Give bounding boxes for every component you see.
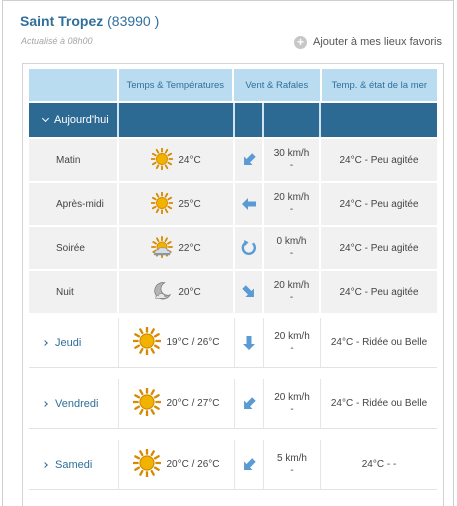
- weather-cell: [119, 379, 235, 428]
- header-mer: Temp. & état de la mer: [322, 69, 437, 101]
- weather-cell: [119, 139, 235, 181]
- wind-gust: -: [289, 292, 294, 303]
- chevron-right-icon: [42, 340, 48, 346]
- arrow-left-icon: [235, 183, 264, 225]
- sea-state: 24°C - Ridée ou Belle: [321, 379, 437, 428]
- arrow-down-icon: [235, 318, 264, 367]
- arrow-down-right-icon: [235, 271, 264, 313]
- wind-speed: 20 km/h: [273, 192, 310, 203]
- sea-state: 24°C - Peu agitée: [321, 271, 437, 313]
- today-label: Aujourd'hui: [54, 114, 109, 126]
- day-name: Jeudi: [55, 336, 82, 349]
- temperature: 24°C: [178, 154, 201, 166]
- city-name: Saint Tropez: [20, 13, 104, 29]
- weather-cell: [119, 183, 235, 225]
- postcode: (83990 ): [107, 13, 160, 29]
- chevron-right-icon: [42, 401, 48, 407]
- sea-state: 24°C - Peu agitée: [321, 183, 437, 225]
- wind-cell: [264, 318, 321, 367]
- wind-speed: 5 km/h: [276, 452, 307, 464]
- header-empty: [29, 69, 119, 101]
- arrow-left-down-icon: [235, 440, 264, 489]
- add-favorite-label: Ajouter à mes lieux favoris: [313, 36, 442, 48]
- temperature-range: 19°C / 26°C: [166, 337, 220, 348]
- today-cell: [119, 103, 235, 137]
- wind-cell: [264, 271, 321, 313]
- header-vent: Vent & Rafales: [234, 69, 322, 101]
- page-title: [20, 13, 159, 29]
- today-cell: [264, 103, 321, 137]
- wind-cell: [264, 183, 321, 225]
- wind-gust: -: [290, 464, 294, 476]
- wind-gust: -: [290, 342, 294, 354]
- header-temps: Temps & Températures: [119, 69, 234, 101]
- day-name: Samedi: [55, 458, 93, 471]
- sea-state: 24°C - -: [321, 440, 437, 489]
- today-header-row[interactable]: [29, 103, 437, 137]
- arrow-left-down-icon: [235, 139, 264, 181]
- wind-speed: 20 km/h: [274, 330, 310, 342]
- weather-cell: [119, 271, 235, 313]
- period-name: Soirée: [29, 227, 119, 269]
- wind-cell: [264, 440, 321, 489]
- period-row: [29, 139, 437, 181]
- sun-icon: [133, 388, 166, 419]
- period-row: [29, 227, 437, 269]
- period-row: [29, 183, 437, 225]
- wind-gust: -: [289, 248, 294, 259]
- day-toggle[interactable]: [29, 318, 119, 367]
- arrow-left-down-icon: [235, 379, 264, 428]
- period-name: Après-midi: [29, 183, 119, 225]
- variable-wind-icon: [235, 227, 264, 269]
- today-toggle[interactable]: [29, 103, 119, 137]
- temperature-range: 20°C / 26°C: [166, 459, 220, 470]
- wind-speed: 20 km/h: [274, 391, 310, 403]
- table-header: [29, 69, 437, 101]
- sea-state: 24°C - Ridée ou Belle: [321, 318, 437, 367]
- wind-cell: [264, 227, 321, 269]
- chevron-down-icon: [42, 115, 49, 122]
- weather-cell: [119, 227, 235, 269]
- day-toggle[interactable]: [29, 379, 119, 428]
- period-name: Matin: [29, 139, 119, 181]
- wind-speed: 0 km/h: [276, 236, 307, 247]
- wind-gust: -: [289, 204, 294, 215]
- temperature: 25°C: [178, 198, 201, 210]
- wind-cell: [264, 379, 321, 428]
- weather-cell: [119, 440, 235, 489]
- day-toggle[interactable]: [29, 440, 119, 489]
- period-name: Nuit: [29, 271, 119, 313]
- wind-speed: 30 km/h: [273, 148, 310, 159]
- add-favorite-button[interactable]: [294, 35, 442, 49]
- wind-gust: -: [289, 160, 294, 171]
- wind-cell: [264, 139, 321, 181]
- period-row: [29, 271, 437, 313]
- sun-cloud-icon: [151, 236, 178, 261]
- plus-icon: +: [294, 36, 307, 49]
- day-row[interactable]: [29, 318, 437, 368]
- sun-icon: [133, 327, 166, 358]
- sea-state: 24°C - Peu agitée: [321, 139, 437, 181]
- update-time: Actualisé à 08h00: [21, 36, 93, 46]
- temperature: 20°C: [178, 286, 201, 298]
- sun-icon: [133, 449, 166, 480]
- sun-icon: [151, 148, 178, 173]
- temperature-range: 20°C / 27°C: [166, 398, 220, 409]
- sun-icon: [151, 192, 178, 217]
- day-row[interactable]: [29, 379, 437, 429]
- wind-gust: -: [290, 403, 294, 415]
- wind-speed: 20 km/h: [273, 280, 310, 291]
- weather-cell: [119, 318, 235, 367]
- day-name: Vendredi: [55, 397, 99, 410]
- sea-state: 24°C - Peu agitée: [321, 227, 437, 269]
- day-row[interactable]: [29, 440, 437, 490]
- today-cell: [321, 103, 437, 137]
- temperature: 22°C: [178, 242, 201, 254]
- today-cell: [235, 103, 264, 137]
- forecast-table: [22, 63, 444, 506]
- weather-widget: [2, 0, 454, 506]
- chevron-right-icon: [42, 462, 48, 468]
- moon-cloud-icon: [151, 280, 178, 305]
